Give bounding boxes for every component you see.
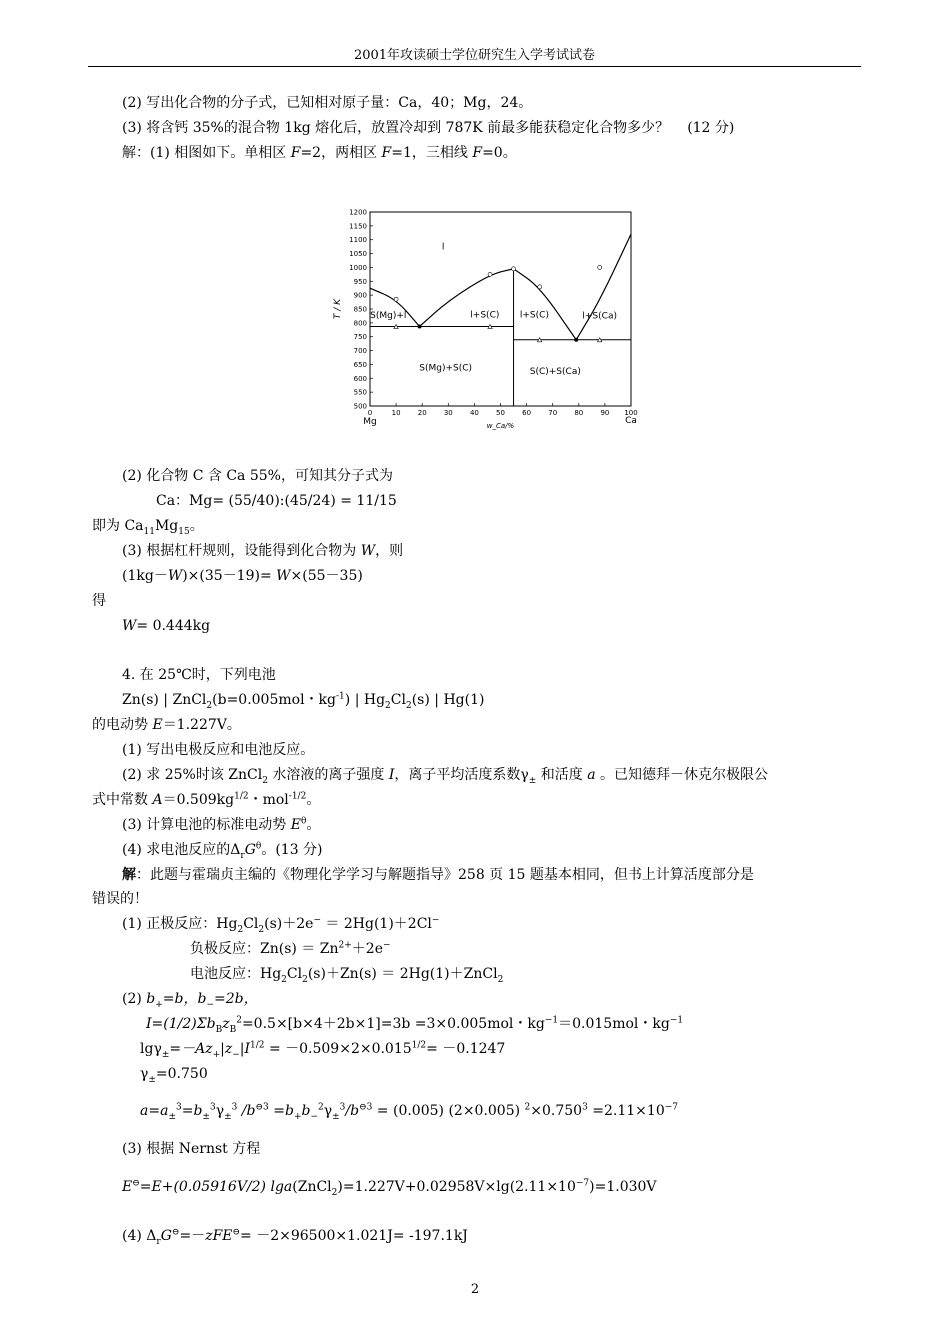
x-axis-label: w_Ca/%: [486, 422, 515, 430]
y-tick-label: 950: [353, 277, 367, 286]
q3-answer-3-eq: (1kg－W)×(35－19)= W×(55－35): [122, 568, 363, 584]
page-number: 2: [470, 1282, 480, 1297]
liquidus-compound-left: [420, 269, 514, 327]
region-label: l+S(Ca): [582, 311, 617, 322]
region-label: S(Mg)+S(C): [419, 363, 473, 374]
y-tick-label: 1150: [349, 222, 367, 231]
y-tick-label: 650: [353, 360, 367, 369]
q3-solution-1: 解：(1) 相图如下。单相区 F=2，两相区 F=1，三相线 F=0。: [122, 145, 517, 161]
q4-sol-1-positive: (1) 正极反应：$Hg_2Cl_2(s)+2e^- = 2Hg(1)+2Cl^-$: [122, 915, 440, 935]
data-point-circle: [488, 272, 492, 276]
ca-label: Ca: [625, 416, 637, 426]
x-tick-label: 100: [624, 409, 638, 417]
x-tick-label: 80: [574, 409, 584, 417]
q4-emf: 的电动势 E＝1.227V。: [92, 717, 241, 733]
data-point-circle: [538, 285, 542, 289]
liquidus-ca-side: [576, 234, 631, 340]
q4-sol-1-cell: 电池反应：$Hg_2Cl_2(s)+Zn(s)$ ＝ 2Hg(1)＋ZnCl$_2$: [190, 966, 504, 985]
x-tick-label: 20: [417, 409, 427, 417]
y-axis-label: T / K: [333, 298, 343, 320]
data-point-circle: [394, 297, 398, 301]
plot-frame: [370, 212, 631, 406]
q3-part3: (3) 将含钙 35%的混合物 1kg 熔化后，放置冷却到 787K 前最多能获稳定化合物多少？ (12 分): [122, 120, 735, 136]
eutectic-point: [418, 324, 422, 328]
q4-part2-cont: 式中常数 $A=0.509kg^{1/2}$・mol$^{-1/2}$。: [92, 791, 321, 808]
x-tick-label: 10: [391, 409, 401, 417]
q3-answer-3-result: W= 0.444kg: [122, 618, 211, 634]
q4-note-cont: 错误的！: [92, 891, 148, 907]
x-tick-label: 40: [469, 409, 479, 417]
y-tick-label: 1000: [349, 263, 367, 272]
y-tick-label: 500: [353, 402, 367, 411]
q4-sol-2-lg-gamma: $\lg\gamma_\pm=-Az_+|z_-|I^{1/2} = -0.509\times 2\times 0.015^{1/2}= -0.1247$: [140, 1040, 506, 1060]
q4-sol-2-gamma: $\gamma_\pm=0.750$: [140, 1066, 208, 1085]
q3-answer-3: (3) 根据杠杆规则，设能得到化合物为 W，则: [122, 543, 404, 559]
data-point-circle: [512, 267, 516, 271]
q4-note: 解：此题与霍瑞贞主编的《物理化学学习与解题指导》258 页 15 题基本相同，但书上计算活度部分是: [122, 867, 754, 883]
y-tick-label: 850: [353, 305, 367, 314]
y-tick-label: 550: [353, 388, 367, 397]
y-tick-label: 600: [353, 374, 367, 383]
x-tick-label: 0: [367, 409, 373, 417]
phase-diagram: [328, 206, 644, 436]
q4-sol-2-activity: $a=a_\pm^3=b_\pm^3\gamma_\pm^3$ $/b^{⊖3} =b_+b_-^2\gamma_\pm^3/b^{⊖3} = (0.005)$ (2×0.005) $^2\times 0.750^3 =2.11\times 10^{-7}$: [140, 1102, 679, 1122]
region-label: l: [441, 242, 445, 253]
q4-part2: (2) 求 25%时该 ZnCl$_2$ 水溶液的离子强度 I，离子平均活度系数$\gamma_\pm$ 和活度 a 。已知德拜－休克尔极限公: [122, 767, 769, 786]
mg-label: Mg: [363, 417, 377, 427]
q4-sol-2-ionic-strength: $I=(1/2)\Sigma b_Bz_B^2=0.5\times[b\times 4+2b\times 1]=3b =3\times 0.005mol$・$kg^{-1}=0.015mol$・$kg^{-1}$: [146, 1015, 684, 1035]
region-label: S(Mg)+l: [370, 310, 407, 321]
q4-sol-2-molality: (2) $b_+=b$，$b_-=2b$，: [122, 991, 258, 1010]
liquidus-compound-right: [514, 269, 577, 340]
y-tick-label: 1100: [349, 236, 367, 245]
q3-answer-2-calc: Ca：Mg= (55/40):(45/24) = 11/15: [156, 493, 397, 509]
q4-sol-1-negative: 负极反应：$Zn(s) = Zn^{2+}+2e^-$: [190, 940, 391, 957]
eutectic-point: [574, 338, 578, 342]
q4-sol-3-eq: E⊖=E+(0.05916V/2) $\lg a(ZnCl_2)=1.227V+0.02958V\times\lg(2.11\times 10^{-7})=1.030V$: [122, 1178, 657, 1198]
region-label: l+S(C): [519, 310, 549, 321]
y-tick-label: 1050: [349, 250, 367, 259]
q3-part2: (2) 写出化合物的分子式，已知相对原子量：Ca，40；Mg，24。: [122, 95, 533, 111]
page-header: 2001年攻读硕士学位研究生入学考试试卷: [353, 48, 596, 63]
q4-cell: Zn(s) | ZnCl$_2$(b=0.005mol・$kg^{-1}$) | $Hg_2Cl_2(s)$ | Hg(1): [122, 691, 485, 711]
x-tick-label: 60: [522, 409, 532, 417]
y-tick-label: 700: [353, 347, 367, 356]
y-tick-label: 750: [353, 333, 367, 342]
q4-sol-3: (3) 根据 Nernst 方程: [122, 1141, 261, 1157]
q3-de: 得: [92, 593, 106, 609]
x-tick-label: 70: [548, 409, 558, 417]
q4-sol-4: (4) $\Delta_rG^⊖=-zFE^⊖= -2\times 96500\times 1.021J= -197.1kJ$: [122, 1227, 468, 1247]
data-point-circle: [598, 265, 602, 269]
y-tick-label: 1200: [349, 208, 367, 217]
y-tick-label: 800: [353, 319, 367, 328]
x-tick-label: 30: [443, 409, 453, 417]
region-label: l+S(C): [470, 310, 500, 321]
q3-answer-2-result: 即为 $Ca_{11}Mg_{15}$。: [92, 518, 204, 537]
region-label: S(C)+S(Ca): [529, 366, 581, 377]
q4-part3: (3) 计算电池的标准电动势 $E^\theta$。: [122, 816, 321, 833]
q4-part1: (1) 写出电极反应和电池反应。: [122, 742, 315, 758]
q4-intro: 4. 在 25℃时，下列电池: [122, 667, 276, 683]
x-tick-label: 50: [496, 409, 505, 417]
x-tick-label: 90: [600, 409, 610, 417]
q3-answer-2: (2) 化合物 C 含 Ca 55%，可知其分子式为: [122, 468, 393, 484]
y-tick-label: 900: [353, 291, 367, 300]
header-rule: [88, 66, 861, 67]
q4-part4: (4) 求电池反应的$\Delta_rG^\theta$。(13 分): [122, 841, 323, 861]
